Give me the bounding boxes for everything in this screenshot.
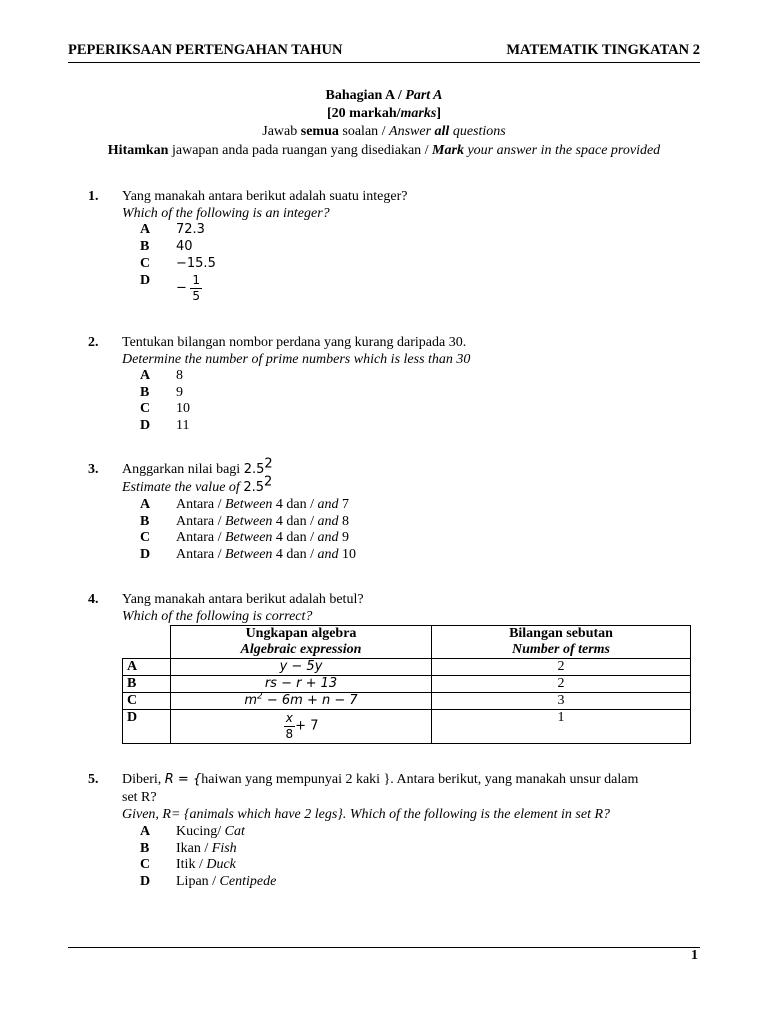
q4-text-en: Which of the following is correct? — [122, 609, 313, 624]
q5-number: 5. — [88, 772, 99, 787]
instr2-d: your answer in the space provided — [467, 143, 661, 158]
q5-a-en: Cat — [224, 824, 245, 839]
q3-d-prefix: Antara / — [176, 547, 222, 562]
q3-en-text: Estimate the value of — [122, 480, 240, 495]
footer-divider — [68, 947, 700, 948]
q4-row-b-label: B — [123, 676, 171, 693]
q1-d-denominator: 5 — [192, 289, 201, 303]
q5-c-bm: Itik / — [176, 857, 203, 872]
q5-l1-b: R = { — [164, 772, 202, 787]
q3-b-and: and — [317, 514, 339, 529]
q1-d-numerator: 1 — [192, 273, 201, 287]
q2-option-b: 9 — [176, 385, 183, 400]
q3-en-base: 2.5 — [243, 480, 264, 495]
q3-d-between: Between — [224, 547, 273, 562]
q1-number: 1. — [88, 189, 99, 204]
q5-option-c — [176, 857, 236, 874]
section-title-bm: Bahagian A / — [325, 88, 402, 103]
page-number: 1 — [691, 948, 698, 963]
q4-d-denominator: 8 — [285, 727, 294, 741]
marks-open: [20 markah/ — [327, 106, 401, 121]
q5-label-b: B — [140, 841, 150, 856]
instr1-b: semua — [300, 124, 339, 139]
q3-a-between: Between — [224, 497, 273, 512]
q3-number: 3. — [88, 462, 99, 477]
q1-d-sign: − — [176, 280, 187, 296]
q3-label-a: A — [140, 497, 151, 512]
instr1-e: all — [434, 124, 450, 139]
q4-row-d-expression — [171, 710, 432, 744]
q4-header-col1-en: Algebraic expression — [240, 642, 362, 657]
q4-row-a-label: A — [123, 659, 171, 676]
q1-d-fraction — [190, 273, 202, 304]
q3-a-prefix: Antara / — [176, 497, 222, 512]
q3-c-prefix: Antara / — [176, 530, 222, 545]
instr1-f: questions — [452, 124, 506, 139]
q2-text-bm: Tentukan bilangan nombor perdana yang kurang daripada 30. — [122, 335, 467, 350]
q1-option-c: −15.5 — [176, 256, 216, 271]
q4-text-bm: Yang manakah antara berikut adalah betul? — [122, 592, 364, 607]
q1-label-d: D — [140, 273, 151, 288]
instr1-a: Jawab — [262, 124, 298, 139]
q3-c-and: and — [317, 530, 339, 545]
q5-a-bm: Kucing/ — [176, 824, 222, 839]
q2-text-en: Determine the number of prime numbers which is less than 30 — [122, 352, 471, 367]
q4-header-col2-bm: Bilangan sebutan — [509, 626, 613, 641]
q1-option-b: 40 — [176, 239, 193, 254]
q2-label-c: C — [140, 401, 151, 416]
q4-row-d-label: D — [123, 710, 171, 744]
q5-l1-d: }. Antara berikut, yang manakah unsur dalam — [383, 772, 639, 787]
table-row — [123, 710, 691, 744]
subject-title: MATEMATIK TINGKATAN 2 — [506, 42, 700, 58]
q2-option-c: 10 — [176, 401, 190, 416]
q3-a-end: 7 — [342, 497, 350, 512]
instr1-d: Answer — [389, 124, 432, 139]
q4-header-terms — [432, 626, 691, 659]
q4-row-c-expression — [171, 693, 432, 710]
q4-c-pre: m — [244, 693, 257, 708]
q5-option-d — [176, 874, 276, 891]
q4-row-a-terms: 2 — [432, 659, 691, 676]
q3-c-mid: 4 dan / — [275, 530, 315, 545]
q3-option-b — [176, 514, 349, 531]
q3-bm-base: 2.5 — [243, 462, 265, 477]
q1-label-a: A — [140, 222, 151, 237]
q4-row-d-terms: 1 — [432, 710, 691, 744]
q3-label-b: B — [140, 514, 150, 529]
instruction-answer-all — [0, 124, 768, 141]
q3-bm-text: Anggarkan nilai bagi — [122, 462, 241, 477]
q3-text-en — [122, 474, 702, 497]
q5-l1-c: haiwan yang mempunyai 2 kaki — [201, 772, 381, 787]
q3-b-end: 8 — [342, 514, 350, 529]
q3-d-mid: 4 dan / — [275, 547, 315, 562]
q4-d-numerator: x — [285, 711, 293, 725]
q2-label-d: D — [140, 418, 151, 433]
q3-b-mid: 4 dan / — [275, 514, 315, 529]
section-marks — [0, 106, 768, 123]
q5-label-d: D — [140, 874, 151, 889]
q5-option-b — [176, 841, 237, 858]
instruction-mark-answer — [0, 143, 768, 160]
q3-d-and: and — [317, 547, 339, 562]
q5-label-a: A — [140, 824, 151, 839]
q3-option-a — [176, 497, 349, 514]
q3-b-between: Between — [224, 514, 273, 529]
q4-table — [122, 625, 691, 744]
q2-number: 2. — [88, 335, 99, 350]
q4-number: 4. — [88, 592, 99, 607]
table-row — [123, 693, 691, 710]
q5-line-2: set R? — [122, 790, 157, 805]
section-title-en: Part A — [405, 88, 443, 103]
table-row — [123, 659, 691, 676]
q3-option-d — [176, 547, 356, 564]
q3-c-between: Between — [224, 530, 273, 545]
marks-en: marks — [400, 106, 437, 121]
exam-title: PEPERIKSAAN PERTENGAHAN TAHUN — [68, 42, 343, 58]
q4-header-blank — [123, 626, 171, 659]
q4-row-b-terms: 2 — [432, 676, 691, 693]
q5-d-en: Centipede — [219, 874, 277, 889]
instr1-c: soalan / — [342, 124, 386, 139]
q5-line-1 — [122, 772, 702, 789]
instr2-b: jawapan anda pada ruangan yang disediakan / — [171, 143, 429, 158]
q4-header-col1-bm: Ungkapan algebra — [245, 626, 357, 641]
q2-option-d: 11 — [176, 418, 190, 433]
q4-row-c-label: C — [123, 693, 171, 710]
q3-bm-exp: 2 — [264, 456, 273, 472]
q4-table-header — [123, 626, 691, 659]
q1-text-en: Which of the following is an integer? — [122, 206, 330, 221]
q3-c-end: 9 — [342, 530, 350, 545]
q4-header-col2-en: Number of terms — [512, 642, 610, 657]
marks-close: ] — [436, 106, 441, 121]
q5-option-a — [176, 824, 245, 841]
q5-d-bm: Lipan / — [176, 874, 217, 889]
q2-option-a: 8 — [176, 368, 183, 383]
q3-option-c — [176, 530, 349, 547]
q2-label-a: A — [140, 368, 151, 383]
page-header — [68, 42, 700, 63]
q3-label-c: C — [140, 530, 151, 545]
q5-c-en: Duck — [206, 857, 236, 872]
q4-d-post: + 7 — [295, 718, 319, 734]
q5-b-en: Fish — [211, 841, 237, 856]
q3-en-exp: 2 — [264, 474, 273, 490]
q5-l1-a: Diberi, — [122, 772, 162, 787]
q4-header-expression — [171, 626, 432, 659]
q3-a-mid: 4 dan / — [275, 497, 315, 512]
q4-row-b-expression: rs − r + 13 — [171, 676, 432, 693]
q2-label-b: B — [140, 385, 150, 400]
q1-text-bm: Yang manakah antara berikut adalah suatu integer? — [122, 189, 408, 204]
q5-l3-b: {animals which have 2 legs}. Which of the following is the element in set R? — [183, 807, 611, 822]
table-row — [123, 676, 691, 693]
q4-c-post: − 6m + n − 7 — [262, 693, 358, 708]
q4-c-exp: 2 — [257, 691, 263, 702]
q4-row-a-expression: y − 5y — [171, 659, 432, 676]
q5-b-bm: Ikan / — [176, 841, 209, 856]
q1-option-a: 72.3 — [176, 222, 205, 237]
q3-b-prefix: Antara / — [176, 514, 222, 529]
q3-label-d: D — [140, 547, 151, 562]
q5-l3-a: Given, R= — [122, 807, 181, 822]
q4-d-fraction — [284, 711, 296, 742]
q3-text-bm — [122, 456, 702, 479]
q1-option-d — [176, 273, 202, 304]
q1-label-c: C — [140, 256, 151, 271]
q3-d-end: 10 — [342, 547, 357, 562]
instr2-c: Mark — [432, 143, 464, 158]
q5-label-c: C — [140, 857, 151, 872]
q1-label-b: B — [140, 239, 150, 254]
q4-row-c-terms: 3 — [432, 693, 691, 710]
q3-a-and: and — [317, 497, 339, 512]
instr2-a: Hitamkan — [107, 143, 169, 158]
q5-line-3 — [122, 807, 702, 824]
section-title — [0, 88, 768, 105]
